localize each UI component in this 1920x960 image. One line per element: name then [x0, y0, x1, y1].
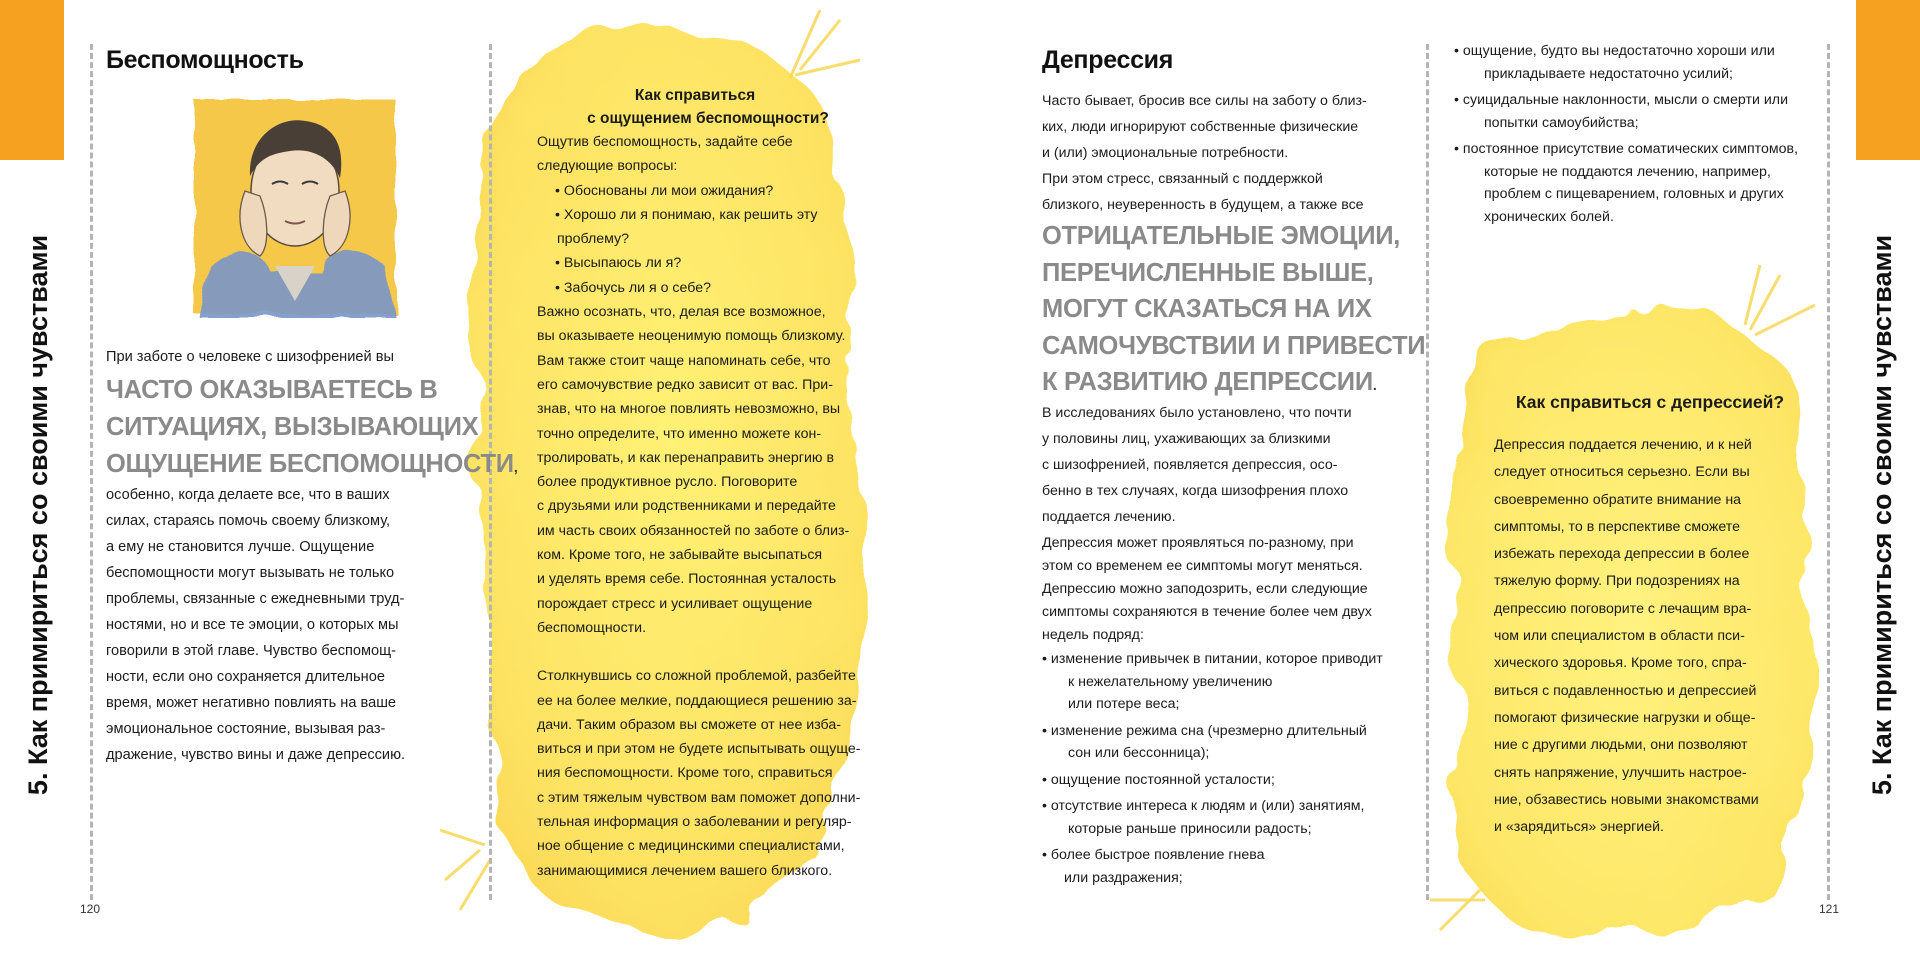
depression-callout: ОТРИЦАТЕЛЬНЫЕ ЭМОЦИИ, ПЕРЕЧИСЛЕННЫЕ ВЫШЕ, МОГУТ СКАЗАТЬСЯ НА ИХ САМОЧУВСТВИИ И ПРИВЕСТИ К РАЗВИТИЮ ДЕПРЕССИИ. [1042, 222, 1426, 396]
chapter-tab-left [0, 0, 64, 160]
dashed-divider [90, 44, 93, 900]
list-item: • более быстрое появление гнева или раздражения; [1042, 847, 1265, 886]
list-item: • изменение привычек в питании, которое приводит к нежелательному увеличению или потере веса; [1042, 651, 1383, 712]
callout-line: ОЩУЩЕНИЕ БЕСПОМОЩНОСТИ, [106, 450, 518, 478]
list-item: • постоянное присутствие соматических симптомов, которые не поддаются лечению, например, проблем с пищеварением, головных и других хронических болей. [1454, 141, 1799, 225]
depression-intro: Часто бывает, бросив все силы на заботу о близ- ких, люди игнорируют собственные физические и (или) эмоциональные потребности. При этом стресс, связанный с поддержкой близкого, неуверенность в будущем, а также все [1042, 93, 1367, 213]
symptoms-list [1042, 648, 1402, 889]
questions-list [537, 179, 887, 300]
list-item: • Хорошо ли я понимаю, как решить эту проблему? [555, 206, 818, 248]
callout-line: СИТУАЦИЯХ, ВЫЗЫВАЮЩИХ [106, 413, 479, 441]
helplessness-body: особенно, когда делаете все, что в ваших силах, стараясь помочь своему близкому, а ему не становится лучше. Ощущение беспомощности могут вызывать не только проблемы, связанные с ежедневными труд- ностями, но и все те эмоции, о которых мы говорили в этой главе. Чувство беспомощ- ности, если оно сохраняется длительное время, может негативно повлиять на ваше эмоциональное состояние, вызывая раз- дражение, чувство вины и даже депрессию. [106, 487, 406, 763]
dashed-divider [1426, 44, 1429, 900]
list-item: • суицидальные наклонности, мысли о смерти или попытки самоубийства; [1454, 92, 1788, 131]
depression-signs: Депрессия может проявляться по-разному, при этом со временем ее симптомы могут меняться. Депрессию можно заподозрить, если следующие симптомы сохраняются в течение более чем двух недель подряд: [1042, 535, 1372, 643]
list-item: • отсутствие интереса к людям и (или) занятиям, которые раньше приносили радость; [1042, 798, 1365, 837]
dashed-divider [1827, 44, 1830, 900]
list-item: • Забочусь ли я о себе? [555, 279, 711, 296]
list-item: • ощущение, будто вы недостаточно хороши или прикладываете недостаточно усилий; [1454, 43, 1775, 82]
symptoms-list-continued [1454, 40, 1824, 228]
list-item: • ощущение постоянной усталости; [1042, 771, 1275, 788]
list-item: • Обоснованы ли мои ожидания? [555, 182, 774, 199]
list-item: • Высыпаюсь ли я? [555, 255, 682, 272]
helplessness-callout [106, 372, 517, 486]
coping-depression-heading: Как справиться с депрессией? [1515, 392, 1785, 412]
depression-research: В исследованиях было установлено, что почти у половины лиц, ухаживающих за близкими с шизофренией, появляется депрессия, осо- бенно в тех случаях, когда шизофрения плохо поддается лечению. [1042, 405, 1352, 525]
spine-title-left: 5. Как примириться со своими чувствами [23, 234, 53, 796]
page-number-left: 120 [80, 902, 101, 916]
callout-line: ЧАСТО ОКАЗЫВАЕТЕСЬ В [106, 376, 438, 404]
helplessness-intro: При заботе о человеке с шизофренией вы [106, 349, 394, 365]
coping-depression-text: Депрессия поддается лечению, и к ней следует относиться серьезно. Если вы своевременно обратите внимание на симптомы, то в перспективе сможете избежать перехода депрессии в более тяжелую форму. При подозрениях на депрессию поговорите с лечащим вра- чом или специалистом в области пси- хического здоровья. Кроме того, спра- виться с подавленностью и депрессией помогают физические нагрузки и обще- ние с другими людьми, они позволяют снять напряжение, улучшить настрое- ние, обзавестись новыми знакомствами и «зарядиться» энергией. [1494, 437, 1759, 836]
coping-helplessness-text: Ощутив беспомощность, задайте себе следующие вопросы: • Обоснованы ли мои ожидания? • Хорошо ли я понимаю, как решить эту проблему? • Высыпаюсь ли я? • Забочусь ли я о себе? Важно осознать, что, делая все возможное, вы оказываете неоценимую помощь близкому. Вам также стоит чаще напоминать себе, что его самочувствие редко зависит от вас. При- знав, что на многое повлиять невозможно, вы точно определите, что именно можете кон- тролировать, и как перенаправить энергию в более продуктивное русло. Поговорите с друзьями или родственниками и передайте им часть своих обязанностей по заботе о близ- ком. Кроме того, не забывайте высыпаться и уделять время себе. Постоянная усталость порождает стресс и усиливает ощущение беспомощности. Столкнувшись со сложной проблемой, разбейте ее на более мелкие, поддающиеся решению за- дачи. Таким образом вы сможете от нее изба- виться и при этом не будете испытывать ощуще- ния беспомощности. Кроме того, справиться с этим тяжелым чувством вам поможет дополни- тельная информация о заболевании и регуляр- ное общение с медицинскими специалистами, занимающимися лечением вашего близкого. [537, 130, 887, 883]
coping-helplessness-heading: Как справиться с ощущением беспомощности? [587, 87, 829, 127]
page-number-right: 121 [1819, 902, 1840, 916]
section-title-depression: Депрессия [1042, 46, 1174, 74]
illustration-worried-man [190, 96, 400, 318]
chapter-tab-right [1856, 0, 1920, 160]
section-title-helplessness: Беспомощность [106, 46, 304, 74]
spine-title-right: 5. Как примириться со своими чувствами [1867, 234, 1897, 796]
list-item: • изменение режима сна (чрезмерно длительный сон или бессонница); [1042, 722, 1367, 761]
